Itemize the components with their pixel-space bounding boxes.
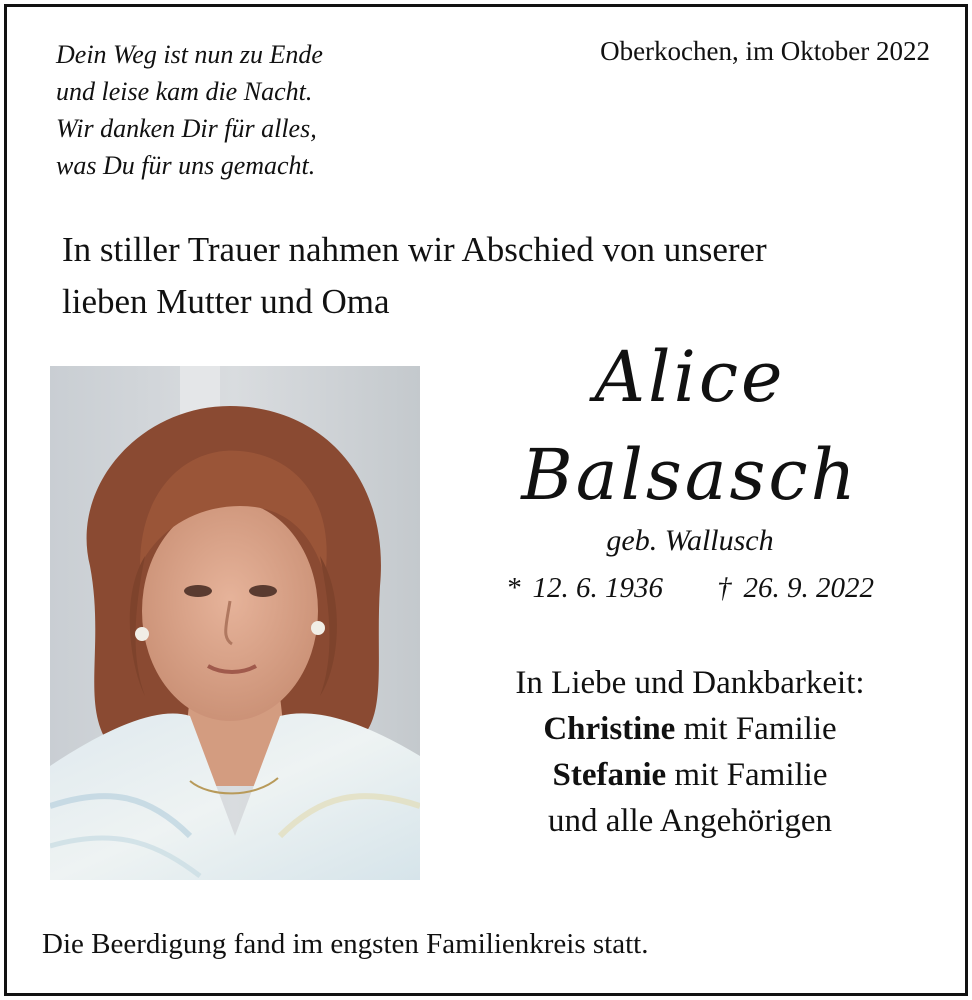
death-symbol: †: [717, 572, 732, 604]
mourner-entry: [440, 706, 940, 752]
intro-line: In stiller Trauer nahmen wir Abschied von unserer: [62, 230, 767, 269]
life-dates: [440, 572, 940, 605]
place-date: Oberkochen, im Oktober 2022: [600, 36, 930, 66]
mourner-name: Christine: [543, 711, 676, 747]
mourner-name: Stefanie: [552, 757, 667, 793]
mourners-block: [440, 660, 940, 844]
deceased-first-name: Alice: [594, 336, 786, 418]
mourner-suffix: mit Familie: [675, 711, 837, 747]
deceased-last-name: Balsasch: [521, 434, 859, 516]
poem: [56, 36, 456, 184]
funeral-note: Die Beerdigung fand im engsten Familienkreis statt.: [42, 928, 649, 960]
birth-date: 12. 6. 1936: [532, 572, 663, 604]
death-date: 26. 9. 2022: [743, 572, 874, 604]
poem-line: und leise kam die Nacht.: [56, 77, 313, 106]
poem-line: Dein Weg ist nun zu Ende: [56, 40, 323, 69]
birth-symbol: *: [506, 572, 521, 604]
poem-line: was Du für uns gemacht.: [56, 151, 316, 180]
intro-line: lieben Mutter und Oma: [62, 282, 390, 321]
mourners-closing: und alle Angehörigen: [547, 803, 833, 839]
poem-line: Wir danken Dir für alles,: [56, 114, 317, 143]
mourner-entry: [440, 752, 940, 798]
portrait-illustration: [50, 366, 420, 880]
mourners-heading: In Liebe und Dankbarkeit:: [515, 665, 865, 701]
intro-text: [62, 224, 942, 328]
mourner-suffix: mit Familie: [666, 757, 828, 793]
maiden-name: geb. Wallusch: [606, 524, 774, 557]
portrait-photo: [50, 366, 420, 880]
